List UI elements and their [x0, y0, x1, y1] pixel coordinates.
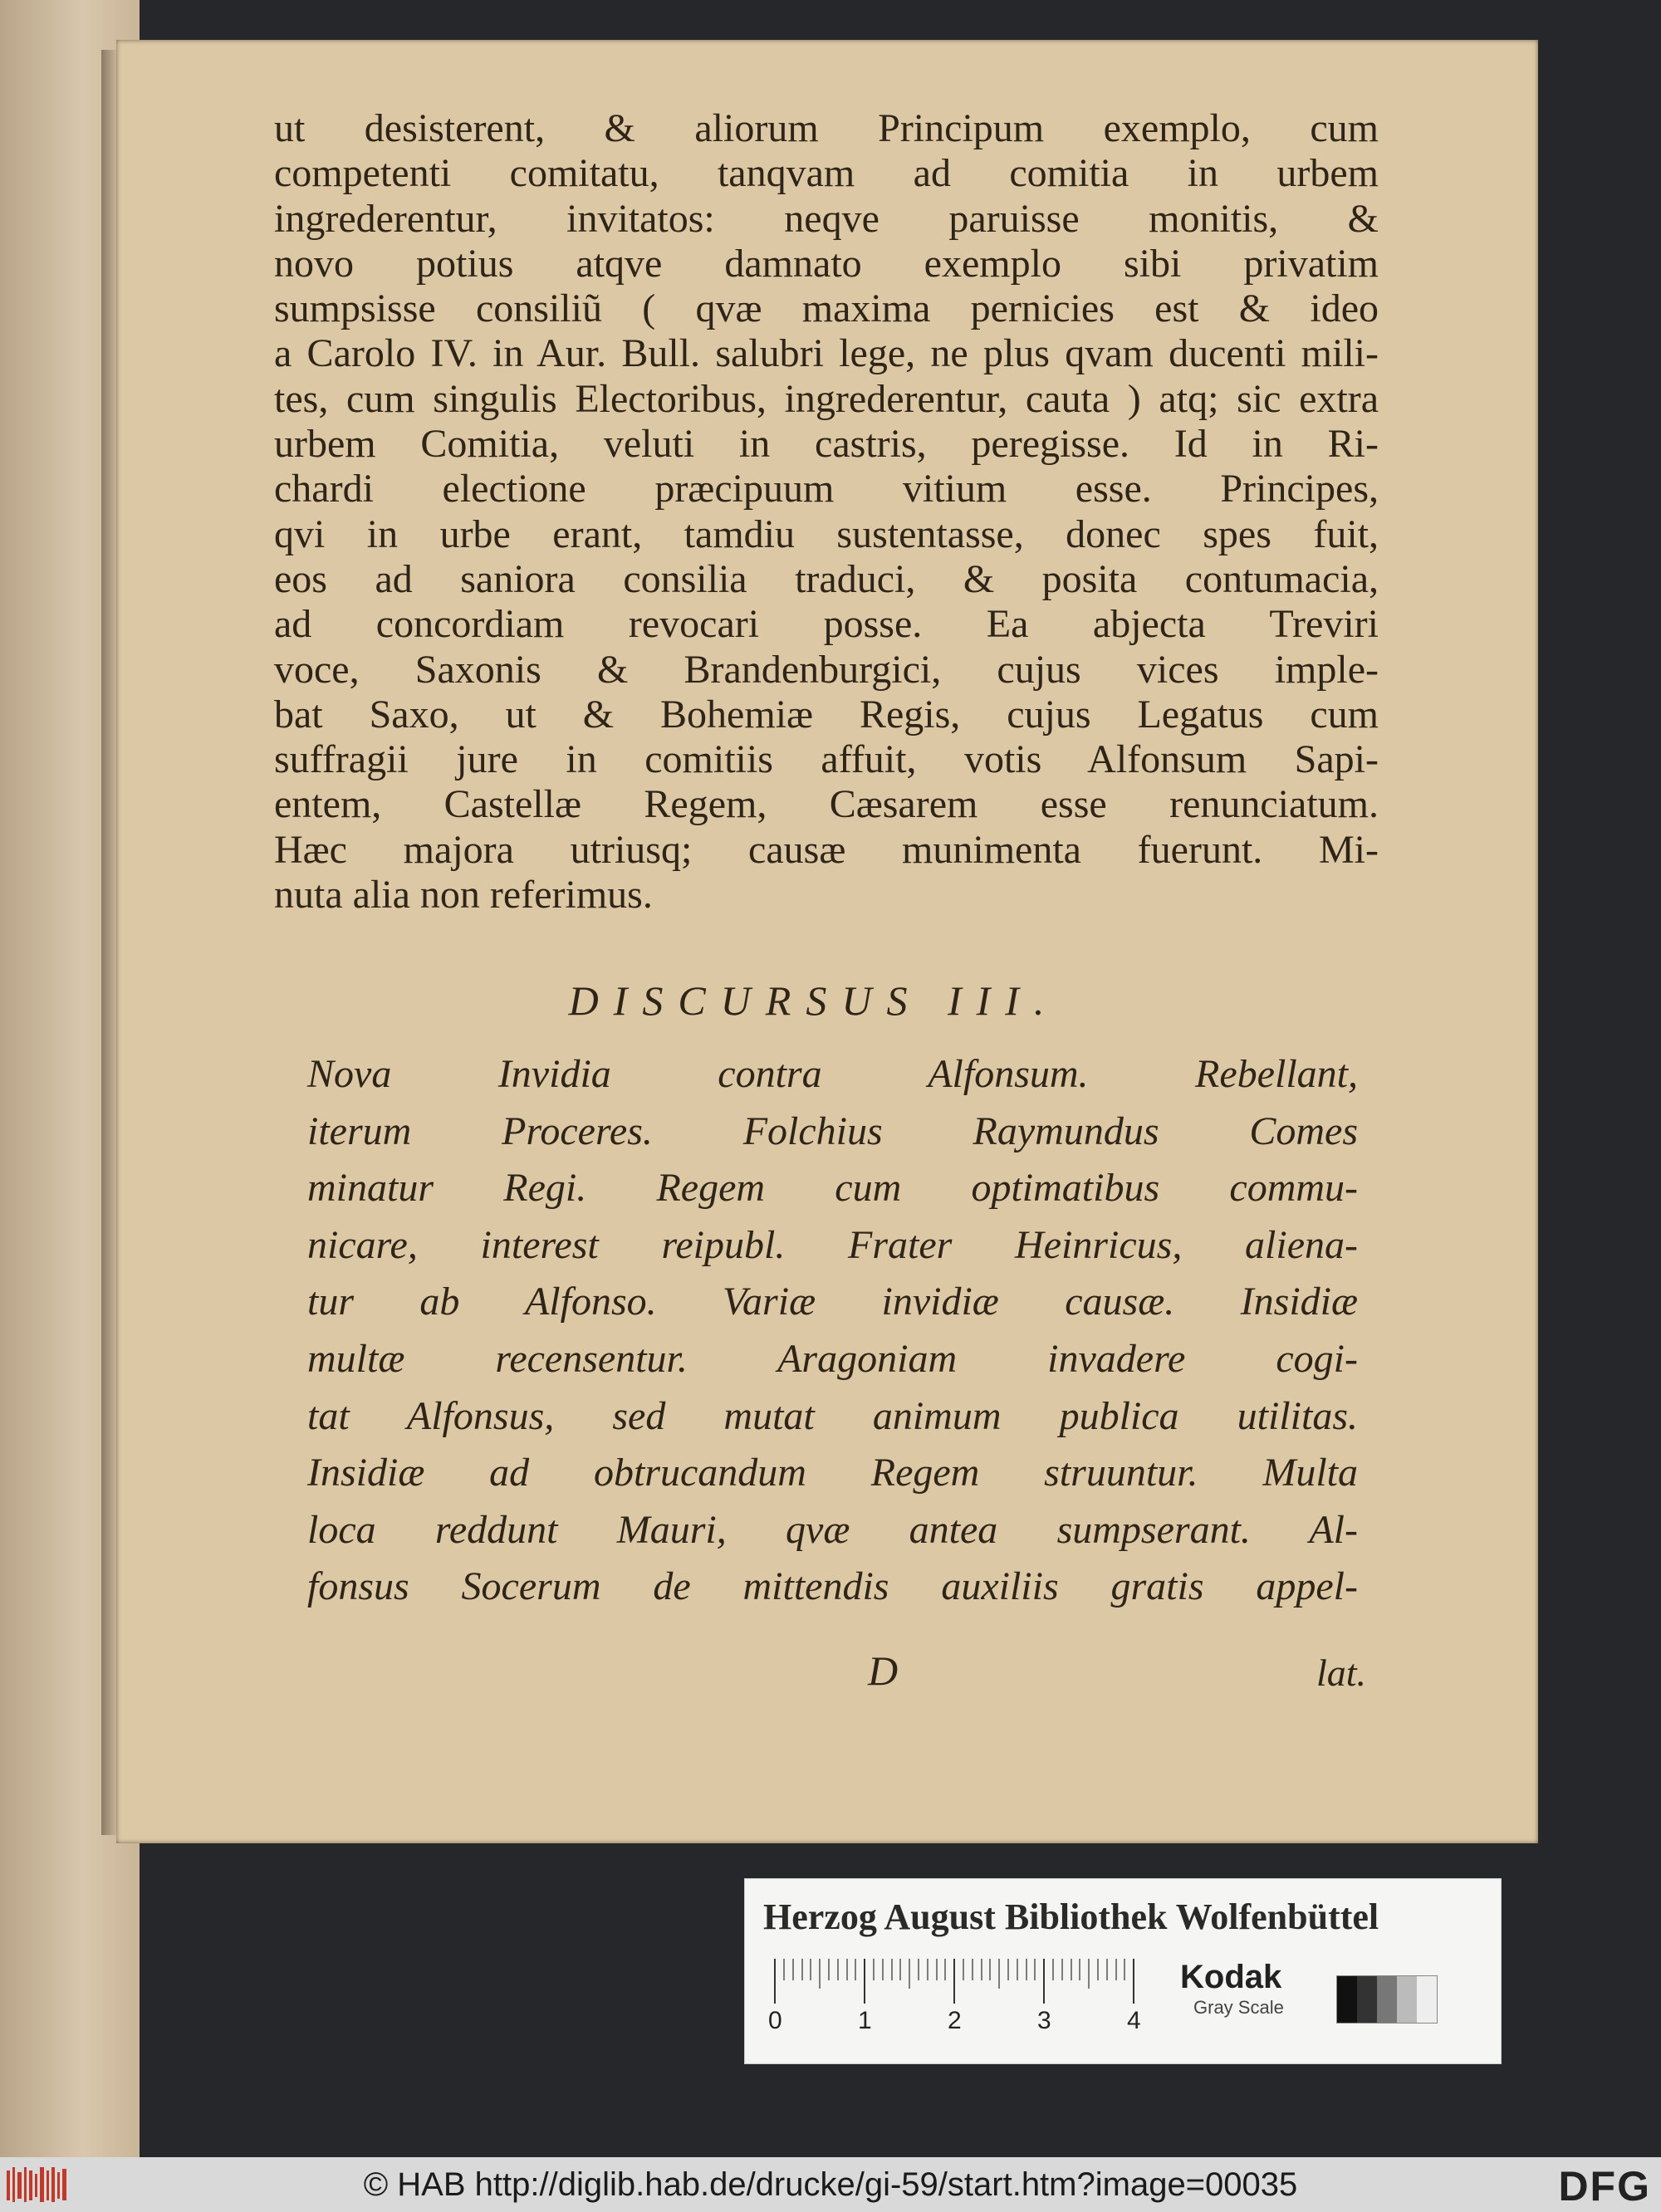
library-name: Herzog August Bibliothek Wolfenbüttel: [763, 1896, 1379, 1937]
scale-number: 4: [1127, 2007, 1141, 2030]
scale-number: 3: [1037, 2007, 1051, 2030]
kodak-logo: Kodak: [1180, 1959, 1282, 1995]
catchword: lat.: [1316, 1652, 1367, 1694]
summary-line: loca reddunt Mauri, qvæ antea sumpserant. Al-: [307, 1507, 1358, 1552]
scale-number: 0: [768, 2007, 782, 2030]
summary-line: tat Alfonsus, sed mutat animum publica utilitas.: [307, 1393, 1358, 1438]
summary-line: Insidiæ ad obtrucandum Regem struuntur. Multa: [307, 1451, 1358, 1495]
text-line: qvi in urbe erant, tamdiu sustentasse, donec spes fuit,: [274, 511, 1379, 556]
text-line: voce, Saxonis & Brandenburgici, cujus vices imple-: [274, 647, 1379, 692]
text-line: bat Saxo, ut & Bohemiæ Regis, cujus Legatus cum: [274, 692, 1379, 737]
text-line: suffragii jure in comitiis affuit, votis Alfonsum Sapi-: [274, 737, 1379, 782]
summary-line: iterum Proceres. Folchius Raymundus Comes: [307, 1108, 1358, 1153]
text-line: novo potius atqve damnato exemplo sibi privatim: [274, 241, 1379, 286]
text-line: tes, cum singulis Electoribus, ingrederentur, cauta ) atq; sic extra: [274, 376, 1379, 421]
kodak-subtitle: Gray Scale: [1193, 1997, 1284, 2018]
text-line: nuta alia non referimus.: [274, 873, 653, 918]
scale-number: 1: [858, 2007, 872, 2030]
book-page: [116, 40, 1538, 1843]
signature-mark: D: [868, 1647, 899, 1694]
text-line: eos ad saniora consilia traduci, & posita contumacia,: [274, 556, 1379, 601]
summary-line: fonsus Socerum de mittendis auxiliis gratis appel-: [307, 1564, 1358, 1609]
summary-line: Nova Invidia contra Alfonsum. Rebellant,: [307, 1052, 1358, 1096]
text-line: Hæc majora utriusq; causæ munimenta fuerunt. Mi-: [274, 827, 1379, 872]
gray-scale-patch: [1336, 1975, 1438, 2024]
summary-line: multæ recensentur. Aragoniam invadere cogi-: [307, 1336, 1358, 1381]
summary-line: tur ab Alfonso. Variæ invidiæ causæ. Insidiæ: [307, 1280, 1358, 1324]
text-line: ad concordiam revocari posse. Ea abjecta Treviri: [274, 602, 1379, 647]
text-line: sumpsisse consiliũ ( qvæ maxima pernicies est & ideo: [274, 286, 1379, 331]
text-line: a Carolo IV. in Aur. Bull. salubri lege, ne plus qvam ducenti mili-: [274, 331, 1379, 376]
copyright-url[interactable]: © HAB http://diglib.hab.de/drucke/gi-59/start.htm?image=00035: [363, 2166, 1298, 2203]
library-label-card: [744, 1878, 1502, 2064]
summary-line: nicare, interest reipubl. Frater Heinricus, aliena-: [307, 1222, 1358, 1267]
text-line: ut desisterent, & aliorum Principum exemplo, cum: [274, 106, 1379, 150]
text-line: ingrederentur, invitatos: neqve paruisse monitis, &: [274, 196, 1379, 241]
footer-bar: [0, 2157, 1661, 2212]
text-line: competenti comitatu, tanqvam ad comitia in urbem: [274, 151, 1379, 196]
text-line: entem, Castellæ Regem, Cæsarem esse renunciatum.: [274, 782, 1379, 827]
ruler-scale: [767, 1955, 1157, 2030]
section-heading: DISCURSUS III.: [568, 977, 1060, 1024]
body-text: [274, 106, 1379, 918]
text-line: urbem Comitia, veluti in castris, peregisse. Id in Ri-: [274, 422, 1379, 467]
scale-number: 2: [948, 2007, 962, 2030]
text-line: chardi electione præcipuum vitium esse. Principes,: [274, 467, 1379, 511]
chapter-summary: [307, 1046, 1358, 1616]
dfg-logo: DFG: [1558, 2163, 1651, 2210]
summary-line: minatur Regi. Regem cum optimatibus commu-: [307, 1166, 1358, 1211]
